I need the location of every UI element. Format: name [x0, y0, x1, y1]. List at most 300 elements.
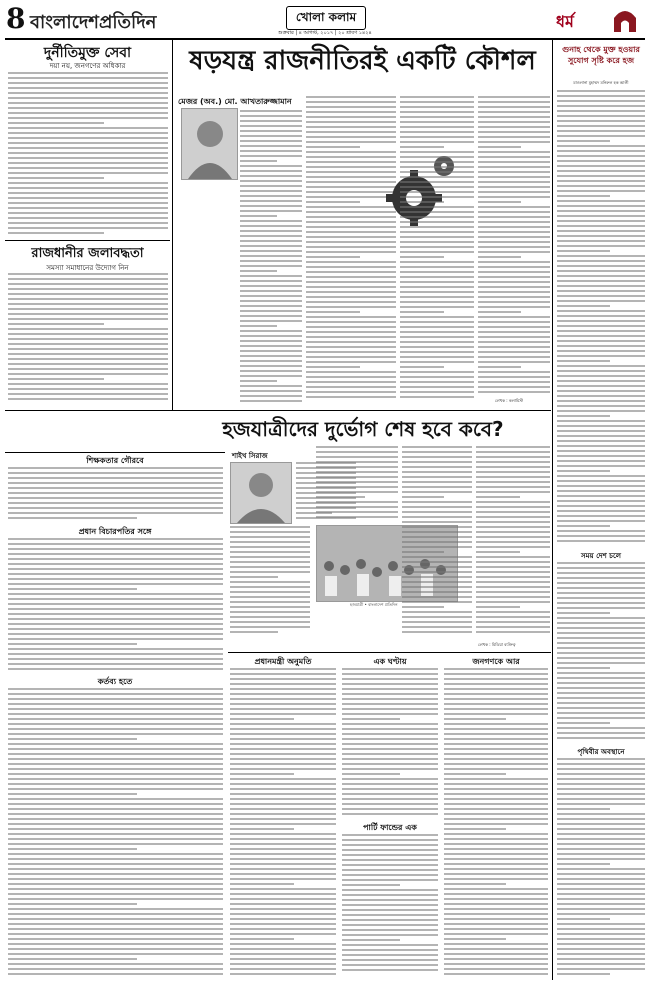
- body-text-line: [230, 728, 336, 730]
- brief3-body: [8, 688, 223, 978]
- body-text-line: [400, 306, 474, 308]
- body-text-line: [557, 918, 610, 920]
- body-text-line: [306, 311, 360, 313]
- body-text-line: [230, 823, 336, 825]
- body-text-line: [444, 683, 548, 685]
- body-text-line: [8, 653, 223, 655]
- body-text-line: [230, 713, 336, 715]
- body-text-line: [400, 346, 474, 348]
- body-text-line: [316, 456, 398, 458]
- body-text-line: [240, 200, 302, 202]
- body-text-line: [240, 365, 302, 367]
- body-text-line: [8, 848, 137, 850]
- body-text-line: [240, 145, 302, 147]
- body-text-line: [8, 122, 104, 124]
- body-text-line: [478, 146, 521, 148]
- body-text-line: [306, 281, 396, 283]
- body-text-line: [478, 206, 550, 208]
- body-text-line: [557, 515, 645, 517]
- body-text-line: [342, 728, 438, 730]
- body-text-line: [8, 538, 223, 540]
- body-text-line: [557, 863, 610, 865]
- right-brief1-body: [557, 562, 645, 742]
- body-text-line: [230, 606, 310, 608]
- body-text-line: [476, 631, 550, 633]
- body-text-line: [478, 106, 550, 108]
- body-text-line: [557, 913, 645, 915]
- body-text-line: [230, 546, 310, 548]
- brief4-title: প্রধানমন্ত্রী অনুমতি: [254, 657, 312, 666]
- body-text-line: [8, 77, 168, 79]
- body-text-line: [8, 823, 223, 825]
- body-text-line: [402, 486, 472, 488]
- body-text-line: [444, 968, 548, 970]
- body-text-line: [557, 495, 645, 497]
- body-text-line: [342, 773, 400, 775]
- body-text-line: [306, 276, 396, 278]
- author-photo: [181, 108, 238, 180]
- body-text-line: [400, 356, 474, 358]
- body-text-line: [342, 708, 438, 710]
- body-text-line: [342, 778, 438, 780]
- body-text-line: [8, 633, 223, 635]
- body-text-line: [8, 873, 223, 875]
- body-text-line: [306, 111, 396, 113]
- body-text-line: [230, 963, 336, 965]
- body-text-line: [342, 808, 438, 810]
- body-text-line: [342, 869, 438, 871]
- body-text-line: [342, 839, 438, 841]
- body-text-line: [8, 903, 137, 905]
- body-text-line: [557, 732, 645, 734]
- body-text-line: [557, 95, 645, 97]
- article1-subtitle: দয়া নয়, জনগণের অধিকার: [49, 62, 126, 70]
- body-text-line: [557, 460, 645, 462]
- body-text-line: [557, 692, 645, 694]
- body-text-line: [444, 933, 548, 935]
- body-text-line: [476, 536, 550, 538]
- body-text-line: [8, 943, 223, 945]
- body-text-line: [400, 141, 474, 143]
- body-text-line: [557, 505, 645, 507]
- body-text-line: [230, 828, 294, 830]
- body-text-line: [444, 883, 506, 885]
- body-text-line: [8, 507, 223, 509]
- body-text-line: [402, 516, 472, 518]
- body-text-line: [342, 849, 438, 851]
- body-text-line: [240, 190, 302, 192]
- body-text-line: [478, 181, 550, 183]
- body-text-line: [444, 858, 548, 860]
- body-text-line: [8, 117, 168, 119]
- body-text-line: [240, 240, 302, 242]
- body-text-line: [478, 326, 550, 328]
- body-text-line: [240, 220, 302, 222]
- body-text-line: [240, 180, 302, 182]
- body-text-line: [230, 783, 336, 785]
- brief-divider-1: [5, 452, 225, 453]
- body-text-line: [8, 293, 168, 295]
- body-text-line: [8, 583, 223, 585]
- body-text-line: [400, 366, 444, 368]
- body-text-line: [342, 939, 400, 941]
- body-text-line: [8, 197, 168, 199]
- body-text-line: [306, 101, 396, 103]
- body-text-line: [557, 270, 645, 272]
- body-text-line: [557, 607, 645, 609]
- body-text-line: [444, 848, 548, 850]
- body-text-line: [8, 558, 223, 560]
- body-text-line: [342, 673, 438, 675]
- body-text-line: [557, 200, 645, 202]
- body-text-line: [8, 107, 168, 109]
- body-text-line: [240, 160, 277, 162]
- body-text-line: [557, 592, 645, 594]
- body-text-line: [478, 261, 550, 263]
- body-text-line: [444, 713, 548, 715]
- body-text-line: [557, 652, 645, 654]
- body-text-line: [557, 602, 645, 604]
- body-text-line: [400, 121, 474, 123]
- body-text-line: [478, 256, 521, 258]
- body-text-line: [306, 266, 396, 268]
- body-text-line: [306, 146, 360, 148]
- body-text-line: [400, 216, 474, 218]
- body-text-line: [402, 531, 472, 533]
- body-text-line: [8, 573, 223, 575]
- body-text-line: [342, 723, 438, 725]
- body-text-line: [8, 803, 223, 805]
- body-text-line: [306, 351, 396, 353]
- body-text-line: [306, 381, 396, 383]
- body-text-line: [230, 938, 294, 940]
- body-text-line: [8, 598, 223, 600]
- brief7-title: পার্টি ফান্ডের এক: [363, 823, 417, 832]
- body-text-line: [476, 566, 550, 568]
- body-text-line: [230, 611, 310, 613]
- body-text-line: [400, 281, 474, 283]
- body-text-line: [400, 156, 474, 158]
- body-text-line: [400, 241, 474, 243]
- body-text-line: [478, 101, 550, 103]
- body-text-line: [230, 788, 336, 790]
- body-text-line: [8, 318, 168, 320]
- body-text-line: [478, 331, 550, 333]
- body-text-line: [557, 155, 645, 157]
- body-text-line: [230, 918, 336, 920]
- body-text-line: [400, 211, 474, 213]
- body-text-line: [402, 476, 472, 478]
- body-text-line: [230, 698, 336, 700]
- body-text-line: [8, 187, 168, 189]
- body-text-line: [240, 370, 302, 372]
- hajj-title: হজযাত্রীদের দুর্ভোগ শেষ হবে কবে?: [222, 417, 504, 441]
- body-text-line: [557, 672, 645, 674]
- body-text-line: [557, 968, 645, 970]
- body-text-line: [444, 898, 548, 900]
- body-text-line: [478, 141, 550, 143]
- body-text-line: [557, 908, 645, 910]
- body-text-line: [342, 758, 438, 760]
- body-text-line: [342, 929, 438, 931]
- body-text-line: [400, 266, 474, 268]
- body-text-line: [8, 768, 223, 770]
- body-text-line: [402, 571, 472, 573]
- body-text-line: [557, 778, 645, 780]
- body-text-line: [557, 662, 645, 664]
- body-text-line: [230, 793, 336, 795]
- body-text-line: [240, 110, 302, 112]
- body-text-line: [230, 923, 336, 925]
- body-text-line: [8, 303, 168, 305]
- body-text-line: [478, 386, 550, 388]
- body-text-line: [316, 501, 398, 503]
- body-text-line: [557, 943, 645, 945]
- body-text-line: [476, 526, 550, 528]
- body-text-line: [316, 476, 398, 478]
- body-text-line: [557, 525, 610, 527]
- body-text-line: [8, 723, 223, 725]
- body-text-line: [557, 325, 645, 327]
- body-text-line: [557, 140, 610, 142]
- body-text-line: [402, 611, 472, 613]
- body-text-line: [557, 480, 645, 482]
- body-text-line: [557, 838, 645, 840]
- body-text-line: [8, 663, 223, 665]
- brief7-body: [342, 834, 438, 978]
- body-text-line: [8, 833, 223, 835]
- body-text-line: [8, 898, 223, 900]
- body-text-line: [557, 265, 645, 267]
- body-text-line: [230, 873, 336, 875]
- body-text-line: [230, 883, 294, 885]
- body-text-line: [557, 390, 645, 392]
- body-text-line: [240, 135, 302, 137]
- body-text-line: [230, 581, 310, 583]
- body-text-line: [444, 843, 548, 845]
- body-text-line: [400, 336, 474, 338]
- body-text-line: [8, 708, 223, 710]
- brief3-title: কর্তব্য হতে: [97, 677, 133, 686]
- body-text-line: [557, 135, 645, 137]
- body-text-line: [8, 232, 104, 234]
- body-text-line: [476, 546, 550, 548]
- hajj-col5-body: [476, 446, 550, 636]
- body-text-line: [478, 341, 550, 343]
- brief5-title: এক ঘণ্টায়: [373, 657, 407, 666]
- body-text-line: [400, 261, 474, 263]
- body-text-line: [306, 106, 396, 108]
- body-text-line: [402, 561, 472, 563]
- body-text-line: [557, 763, 645, 765]
- body-text-line: [476, 466, 550, 468]
- body-text-line: [402, 521, 472, 523]
- body-text-line: [402, 551, 444, 553]
- body-text-line: [342, 803, 438, 805]
- body-text-line: [230, 531, 310, 533]
- body-text-line: [478, 236, 550, 238]
- body-text-line: [557, 225, 645, 227]
- body-text-line: [230, 673, 336, 675]
- body-text-line: [478, 246, 550, 248]
- body-text-line: [342, 678, 438, 680]
- body-text-line: [230, 863, 336, 865]
- body-text-line: [476, 606, 520, 608]
- body-text-line: [478, 381, 550, 383]
- body-text-line: [342, 964, 438, 966]
- body-text-line: [342, 733, 438, 735]
- body-text-line: [306, 306, 396, 308]
- body-text-line: [240, 125, 302, 127]
- body-text-line: [230, 853, 336, 855]
- body-text-line: [230, 668, 336, 670]
- body-text-line: [478, 151, 550, 153]
- body-text-line: [230, 536, 310, 538]
- body-text-line: [557, 255, 645, 257]
- bottom-row-rule: [228, 652, 551, 653]
- body-text-line: [478, 281, 550, 283]
- body-text-line: [444, 928, 548, 930]
- body-text-line: [8, 142, 168, 144]
- body-text-line: [557, 350, 645, 352]
- body-text-line: [478, 311, 521, 313]
- lead-byline: মেজর (অব.) মো. আখতারুজ্জামান: [178, 97, 292, 106]
- body-text-line: [444, 803, 548, 805]
- body-text-line: [230, 778, 336, 780]
- hajj-byline: শাইখ সিরাজ: [232, 452, 268, 460]
- body-text-line: [240, 175, 302, 177]
- body-text-line: [342, 763, 438, 765]
- body-text-line: [342, 954, 438, 956]
- body-text-line: [476, 491, 550, 493]
- body-text-line: [476, 516, 550, 518]
- body-text-line: [240, 265, 302, 267]
- body-text-line: [8, 773, 223, 775]
- body-text-line: [400, 201, 444, 203]
- body-text-line: [557, 170, 645, 172]
- body-text-line: [8, 502, 223, 504]
- body-text-line: [240, 165, 302, 167]
- body-text-line: [557, 973, 610, 975]
- body-text-line: [557, 380, 645, 382]
- body-text-line: [557, 530, 645, 532]
- body-text-line: [476, 461, 550, 463]
- body-text-line: [230, 908, 336, 910]
- body-text-line: [8, 393, 168, 395]
- body-text-line: [8, 603, 223, 605]
- body-text-line: [557, 773, 645, 775]
- body-text-line: [8, 82, 168, 84]
- body-text-line: [557, 963, 645, 965]
- body-text-line: [400, 126, 474, 128]
- body-text-line: [557, 335, 645, 337]
- body-text-line: [8, 798, 223, 800]
- body-text-line: [557, 818, 645, 820]
- body-text-line: [557, 657, 645, 659]
- body-text-line: [8, 363, 168, 365]
- body-text-line: [8, 548, 223, 550]
- body-text-line: [230, 848, 336, 850]
- body-text-line: [8, 623, 223, 625]
- body-text-line: [557, 435, 645, 437]
- body-text-line: [306, 296, 396, 298]
- body-text-line: [230, 551, 310, 553]
- body-text-line: [557, 410, 645, 412]
- body-text-line: [444, 743, 548, 745]
- body-text-line: [306, 286, 396, 288]
- body-text-line: [444, 718, 506, 720]
- body-text-line: [230, 763, 336, 765]
- body-text-line: [400, 231, 474, 233]
- body-text-line: [476, 511, 550, 513]
- body-text-line: [557, 617, 645, 619]
- body-text-line: [557, 727, 645, 729]
- body-text-line: [400, 251, 474, 253]
- body-text-line: [400, 301, 474, 303]
- body-text-line: [240, 155, 302, 157]
- body-text-line: [557, 400, 645, 402]
- body-text-line: [8, 157, 168, 159]
- body-text-line: [557, 898, 645, 900]
- body-text-line: [400, 101, 474, 103]
- body-text-line: [230, 733, 336, 735]
- body-text-line: [557, 160, 645, 162]
- body-text-line: [557, 215, 645, 217]
- body-text-line: [8, 893, 223, 895]
- body-text-line: [557, 737, 645, 739]
- body-text-line: [230, 576, 278, 578]
- body-text-line: [444, 758, 548, 760]
- body-text-line: [8, 102, 168, 104]
- body-text-line: [8, 878, 223, 880]
- body-text-line: [557, 535, 645, 537]
- body-text-line: [402, 591, 472, 593]
- body-text-line: [557, 475, 645, 477]
- body-text-line: [230, 683, 336, 685]
- body-text-line: [557, 828, 645, 830]
- body-text-line: [444, 918, 548, 920]
- body-text-line: [8, 713, 223, 715]
- body-text-line: [8, 763, 223, 765]
- body-text-line: [230, 878, 336, 880]
- body-text-line: [478, 171, 550, 173]
- body-text-line: [8, 828, 223, 830]
- body-text-line: [230, 818, 336, 820]
- body-text-line: [400, 396, 474, 398]
- body-text-line: [557, 310, 645, 312]
- body-text-line: [316, 451, 398, 453]
- body-text-line: [230, 556, 310, 558]
- body-text-line: [557, 567, 645, 569]
- body-text-line: [240, 360, 302, 362]
- body-text-line: [478, 356, 550, 358]
- body-text-line: [557, 260, 645, 262]
- brief5-body: [342, 668, 438, 818]
- body-text-line: [316, 471, 398, 473]
- body-text-line: [240, 120, 302, 122]
- body-text-line: [342, 894, 438, 896]
- body-text-line: [230, 586, 310, 588]
- body-text-line: [400, 296, 474, 298]
- body-text-line: [240, 185, 302, 187]
- body-text-line: [8, 313, 168, 315]
- body-text-line: [400, 146, 444, 148]
- body-text-line: [402, 456, 472, 458]
- body-text-line: [444, 793, 548, 795]
- body-text-line: [400, 236, 474, 238]
- body-text-line: [8, 152, 168, 154]
- body-text-line: [8, 553, 223, 555]
